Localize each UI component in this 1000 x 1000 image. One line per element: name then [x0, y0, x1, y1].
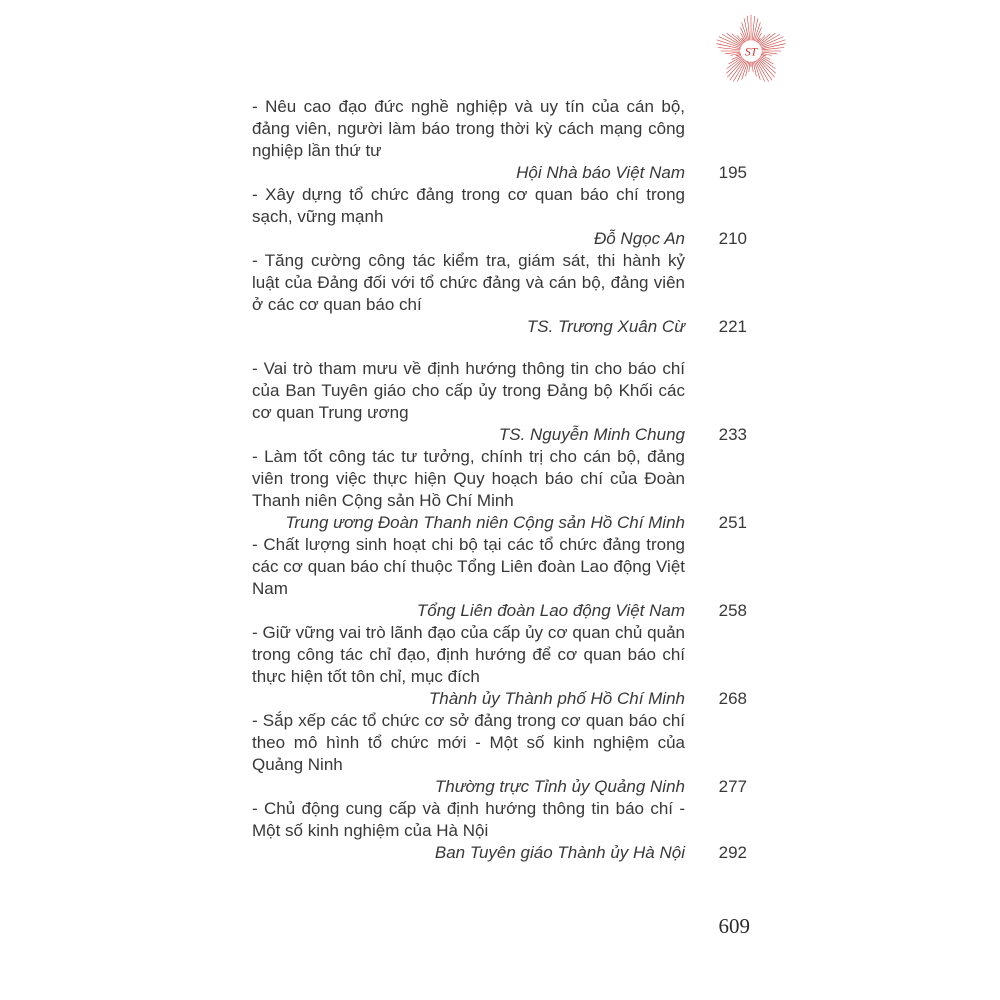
entry-author: TS. Nguyễn Minh Chung — [498, 425, 685, 444]
toc-entry — [252, 622, 747, 710]
entry-byline — [252, 512, 747, 534]
entry-title: - Nêu cao đạo đức nghề nghiệp và uy tín của cán bộ, đảng viên, người làm báo trong thời kỳ cách mạng công nghiệp lần thứ tư — [252, 97, 685, 160]
entry-page-number: 258 — [718, 601, 747, 620]
toc-entry — [252, 250, 747, 338]
entry-author: TS. Trương Xuân Cừ — [526, 317, 685, 336]
entry-author: Trung ương Đoàn Thanh niên Cộng sản Hồ Chí Minh — [285, 513, 685, 532]
entry-byline — [252, 776, 747, 798]
entry-byline — [252, 424, 747, 446]
toc-entry — [252, 96, 747, 184]
entry-author: Đỗ Ngọc An — [593, 229, 685, 248]
logo-monogram: ST — [744, 45, 758, 59]
entry-author: Thành ủy Thành phố Hồ Chí Minh — [428, 689, 685, 708]
entry-byline — [252, 688, 747, 710]
entry-byline — [252, 842, 747, 864]
entry-title: - Làm tốt công tác tư tưởng, chính trị cho cán bộ, đảng viên trong việc thực hiện Quy hoạch báo chí của Đoàn Thanh niên Cộng sản Hồ Chí Minh — [252, 447, 685, 510]
entry-page-number: 268 — [718, 689, 747, 708]
publisher-logo — [712, 12, 790, 90]
entry-title: - Tăng cường công tác kiểm tra, giám sát, thi hành kỷ luật của Đảng đối với tổ chức đảng và cán bộ, đảng viên ở các cơ quan báo chí — [252, 251, 685, 314]
folio-page-number: 609 — [718, 914, 750, 938]
entry-byline — [252, 316, 747, 338]
entry-title: - Vai trò tham mưu về định hướng thông tin cho báo chí của Ban Tuyên giáo cho cấp ủy trong Đảng bộ Khối các cơ quan Trung ương — [252, 359, 685, 422]
entry-byline — [252, 600, 747, 622]
entry-author: Hội Nhà báo Việt Nam — [516, 163, 685, 182]
entry-title: - Giữ vững vai trò lãnh đạo của cấp ủy cơ quan chủ quản trong công tác chỉ đạo, định hướng để cơ quan báo chí thực hiện tốt tôn chỉ, mục đích — [252, 623, 685, 686]
entry-page-number: 292 — [718, 843, 747, 862]
entry-byline — [252, 228, 747, 250]
entry-author: Tổng Liên đoàn Lao động Việt Nam — [416, 601, 685, 620]
toc-entry — [252, 184, 747, 250]
entry-page-number: 233 — [718, 425, 747, 444]
entry-title: - Chất lượng sinh hoạt chi bộ tại các tổ chức đảng trong các cơ quan báo chí thuộc Tổng Liên đoàn Lao động Việt Nam — [252, 535, 685, 598]
toc-list — [252, 96, 747, 864]
toc-entry — [252, 358, 747, 446]
toc-entry — [252, 798, 747, 864]
entry-author: Thường trực Tỉnh ủy Quảng Ninh — [434, 777, 685, 796]
entry-page-number: 251 — [718, 513, 747, 532]
entry-page-number: 195 — [718, 163, 747, 182]
entry-author: Ban Tuyên giáo Thành ủy Hà Nội — [434, 843, 685, 862]
toc-entry — [252, 534, 747, 622]
star-burst-icon — [712, 12, 790, 90]
entry-page-number: 210 — [718, 229, 747, 248]
entry-title: - Xây dựng tổ chức đảng trong cơ quan báo chí trong sạch, vững mạnh — [252, 185, 685, 226]
entry-title: - Sắp xếp các tổ chức cơ sở đảng trong cơ quan báo chí theo mô hình tổ chức mới - Một số kinh nghiệm của Quảng Ninh — [252, 711, 685, 774]
entry-page-number: 277 — [718, 777, 747, 796]
entry-page-number: 221 — [718, 317, 747, 336]
entry-byline — [252, 162, 747, 184]
toc-entry — [252, 710, 747, 798]
entry-title: - Chủ động cung cấp và định hướng thông tin báo chí - Một số kinh nghiệm của Hà Nội — [252, 799, 685, 840]
toc-entry — [252, 446, 747, 534]
